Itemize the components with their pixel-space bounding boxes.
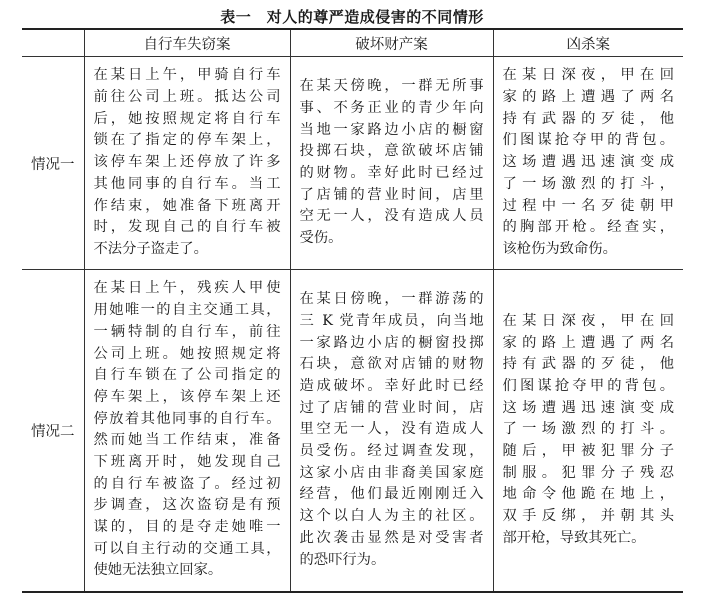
header-row	[22, 29, 683, 57]
cell-text-line: 们图谋抢夺甲的背包。	[502, 132, 674, 149]
cell-text-line: 锁在了指定的停车架上，	[93, 132, 281, 149]
cell-text-line: 事、不务正业的青少年向	[299, 99, 484, 116]
cell-text-line: 此次袭击显然是对受害者	[299, 529, 484, 546]
table-row	[22, 270, 683, 592]
table-cell	[493, 270, 683, 592]
cell-text-line: 一家路边小店的橱窗投掷	[299, 334, 484, 351]
table-cell	[84, 57, 290, 270]
cell-text-line: 造成破坏。幸好此时已经	[299, 378, 484, 395]
header-homicide: 凶杀案	[493, 29, 683, 57]
cell-text-line: 一辆特制的自行车，前往	[93, 323, 281, 340]
cell-text-line: 前往公司上班。抵达公司	[93, 89, 281, 106]
cell-text-line: 使她无法独立回家。	[93, 562, 223, 579]
cell-text-line: 该枪伤为致命伤。	[502, 240, 617, 257]
header-property-damage: 破坏财产案	[290, 29, 493, 57]
cell-text-line: 投掷石块，意欲破坏店铺	[299, 143, 484, 160]
cell-text-line: 公司上班。她按照规定将	[93, 345, 281, 362]
cell-text-line: 持有武器的歹徒，他	[502, 110, 674, 127]
cell-text-line: 自行车锁在了公司指定的	[93, 367, 281, 384]
table-cell	[290, 57, 493, 270]
cell-text-line: 该停车架上还停放了许多	[93, 154, 281, 171]
cell-text-line: 过了店铺的营业时间，店	[299, 399, 484, 416]
cell-text-line: 下班离开时，她发现自己	[93, 453, 281, 470]
cell-text-line: 家的路上遭遇了两名	[502, 89, 674, 106]
cell-text-line: 了一场激烈的打斗，	[502, 175, 674, 192]
cell-text-line: 可以自主行动的交通工具，	[93, 540, 281, 557]
cell-text-line: 在某日傍晚，一群游荡的	[299, 291, 484, 308]
cell-text-line: 用她唯一的自主交通工具，	[93, 302, 281, 319]
table-row	[22, 57, 683, 270]
cell-text-line: 随后，甲被犯罪分子	[502, 443, 674, 460]
cell-text-line: 过程中一名歹徒朝甲	[502, 197, 674, 214]
table-cell	[493, 57, 683, 270]
cell-text-line: 家的路上遭遇了两名	[502, 334, 674, 351]
cell-text-line: 双手反绑，并朝其头	[502, 508, 674, 525]
cell-text-line: 了店铺的营业时间，店里	[299, 186, 484, 203]
cell-text-line: 员受伤。经过调查发现，	[299, 443, 484, 460]
cell-text-line: 部开枪，导致其死亡。	[502, 529, 646, 546]
cell-text-line: 其他同事的自行车。当工	[93, 175, 281, 192]
cell-text-line: 里空无一人，没有造成人	[299, 421, 484, 438]
cell-text-line: 步调查，这次盗窃是有预	[93, 497, 281, 514]
cell-text-line: 时，发现自己的自行车被	[93, 219, 281, 236]
cell-text-line: 这家小店由非裔美国家庭	[299, 464, 484, 481]
cell-text-line: 的财物。幸好此时已经过	[299, 165, 484, 181]
cell-text-line: 这场遭遇迅速演变成	[502, 399, 674, 416]
cell-text-line: 然而她当工作结束，准备	[93, 432, 281, 449]
cell-text-line: 这个以白人为主的社区。	[299, 508, 484, 525]
cell-text-line: 不法分子盗走了。	[93, 240, 208, 257]
cell-text-line: 空无一人，没有造成人员	[299, 208, 484, 225]
cell-text-line: 三 K 党青年成员，向当地	[299, 312, 484, 329]
cell-text-line: 这场遭遇迅速演变成	[502, 154, 674, 171]
comparison-table	[22, 28, 683, 593]
table-cell	[290, 270, 493, 592]
cell-text-line: 在某日深夜，甲在回	[502, 67, 674, 84]
cell-text-line: 在某日上午，甲骑自行车	[93, 67, 281, 84]
cell-text-line: 了一场激烈的打斗。	[502, 421, 674, 438]
cell-text-line: 受伤。	[299, 230, 343, 247]
cell-text-line: 持有武器的歹徒，他	[502, 356, 674, 373]
cell-text-line: 在某日上午，残疾人甲使	[93, 280, 281, 297]
cell-text-line: 在某天傍晚，一群无所事	[299, 78, 484, 95]
cell-text-line: 后，她按照规定将自行车	[93, 110, 281, 127]
cell-text-line: 们图谋抢夺甲的背包。	[502, 378, 674, 395]
cell-text-line: 石块，意欲对店铺的财物	[299, 356, 484, 373]
cell-text-line: 作结束，她准备下班离开	[93, 197, 281, 214]
cell-text-line: 制服。犯罪分子残忍	[502, 464, 674, 481]
cell-text-line: 谋的，目的是夺走她唯一	[93, 519, 281, 535]
header-empty	[22, 29, 84, 57]
table-title: 表一 对人的尊严造成侵害的不同情形	[220, 8, 484, 26]
header-bicycle-theft: 自行车失窃案	[84, 29, 290, 57]
table-cell	[84, 270, 290, 592]
cell-text-line: 经营，他们最近刚刚迁入	[299, 486, 484, 503]
cell-text-line: 地命令他跪在地上，	[502, 486, 674, 503]
row-label: 情况二	[22, 270, 84, 592]
cell-text-line: 停放着其他同事的自行车。	[93, 410, 281, 427]
cell-text-line: 在某日深夜，甲在回	[502, 312, 674, 329]
cell-text-line: 停车架上，该停车架上还	[93, 388, 281, 405]
cell-text-line: 的胸部开枪。经查实，	[502, 219, 674, 236]
cell-text-line: 的恐吓行为。	[299, 551, 386, 568]
cell-text-line: 当地一家路边小店的橱窗	[299, 121, 484, 138]
row-label: 情况一	[22, 57, 84, 270]
cell-text-line: 的自行车被盗了。经过初	[93, 475, 281, 492]
